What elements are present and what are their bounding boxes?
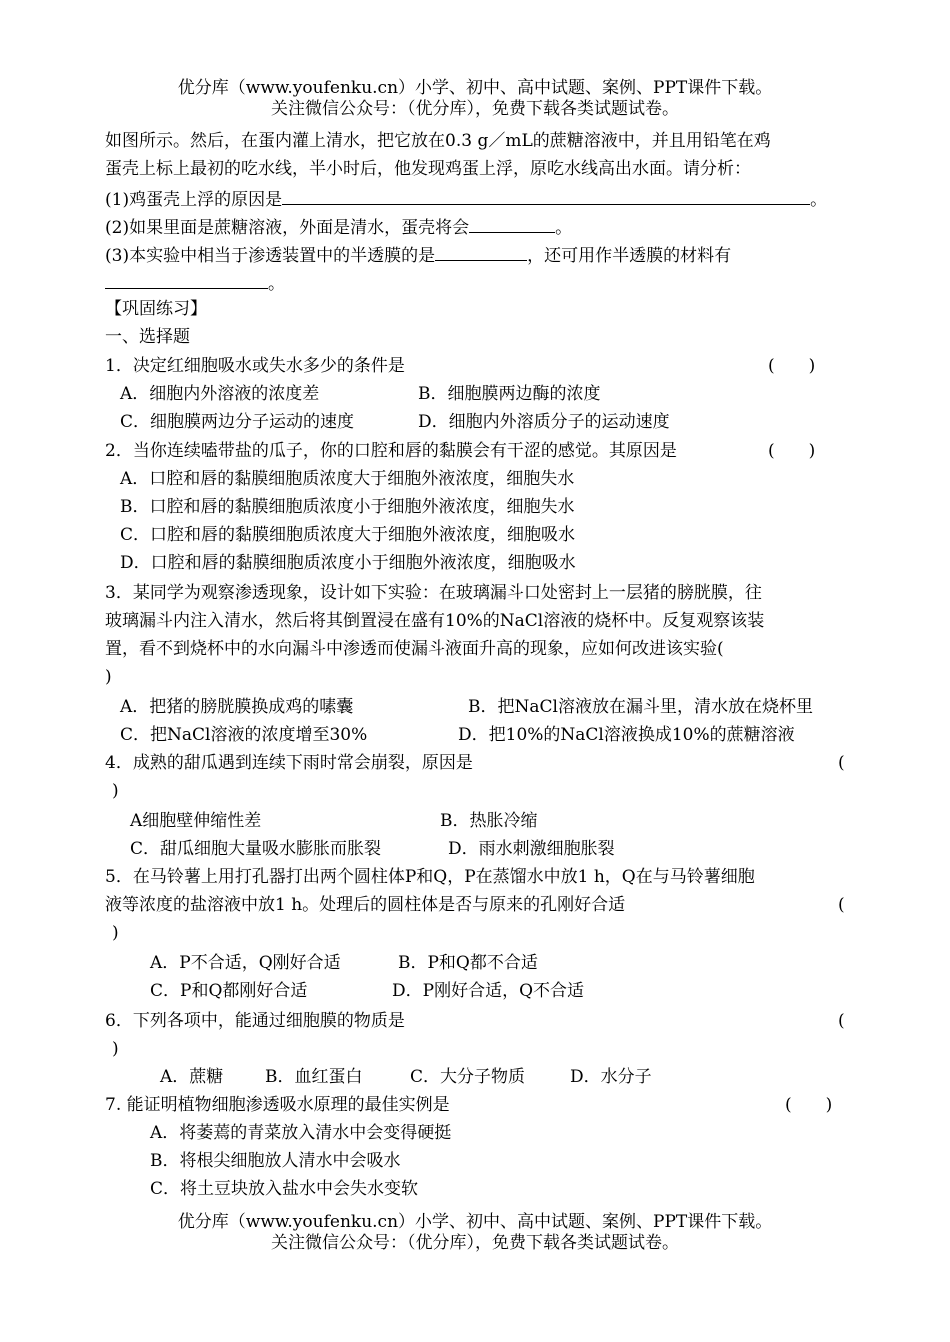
q2-option-d[interactable]: D．口腔和唇的黏膜细胞质浓度小于细胞外液浓度，细胞吸水 — [120, 553, 576, 573]
answer-blank-1[interactable] — [282, 186, 810, 205]
q7-option-a[interactable]: A．将萎蔫的青菜放入清水中会变得硬挺 — [150, 1123, 452, 1143]
q7-bracket: ( ) — [785, 1095, 833, 1115]
question-1-text: (1)鸡蛋壳上浮的原因是 — [105, 190, 283, 210]
q2-option-b[interactable]: B．口腔和唇的黏膜细胞质浓度小于细胞外液浓度，细胞失水 — [120, 497, 575, 517]
q4-option-a[interactable]: A细胞壁伸缩性差 — [130, 811, 262, 831]
q6-option-b[interactable]: B．血红蛋白 — [265, 1067, 363, 1087]
q2-option-c[interactable]: C．口腔和唇的黏膜细胞质浓度大于细胞外液浓度，细胞吸水 — [120, 525, 576, 545]
q3-line-2: 玻璃漏斗内注入清水，然后将其倒置浸在盛有10%的NaCl溶液的烧杯中。反复观察该装 — [105, 611, 765, 631]
header-line-2: 关注微信公众号：（优分库），免费下载各类试题试卷。 — [271, 99, 679, 119]
q5-line-2: 液等浓度的盐溶液中放1 h。处理后的圆柱体是否与原来的孔刚好合适 — [105, 895, 626, 915]
answer-blank-4[interactable] — [105, 270, 268, 289]
q4-option-b[interactable]: B．热胀冷缩 — [440, 811, 538, 831]
q4-option-d[interactable]: D．雨水刺激细胞胀裂 — [448, 839, 615, 859]
q4-bracket-close: ) — [112, 781, 119, 801]
q3-option-d[interactable]: D．把10%的NaCl溶液换成10%的蔗糖溶液 — [458, 725, 795, 745]
question-2-line — [105, 214, 572, 239]
q5-option-c[interactable]: C．P和Q都刚好合适 — [150, 981, 308, 1001]
q6-option-d[interactable]: D．水分子 — [570, 1067, 652, 1087]
answer-blank-3[interactable] — [435, 242, 527, 261]
q5-bracket-open: ( — [838, 895, 845, 915]
q1-option-a[interactable]: A．细胞内外溶液的浓度差 — [120, 384, 320, 404]
q5-option-d[interactable]: D．P刚好合适，Q不合适 — [392, 981, 585, 1001]
q1-bracket: ( ) — [768, 356, 816, 376]
question-1-end: 。 — [810, 190, 828, 210]
q4-option-c[interactable]: C．甜瓜细胞大量吸水膨胀而胀裂 — [130, 839, 382, 859]
q3-line-1: 3．某同学为观察渗透现象，设计如下实验：在玻璃漏斗口处密封上一层猪的膀胱膜，往 — [105, 583, 762, 603]
q5-option-a[interactable]: A．P不合适，Q刚好合适 — [150, 953, 341, 973]
footer-line-2: 关注微信公众号：（优分库），免费下载各类试题试卷。 — [271, 1233, 679, 1253]
question-2-text: (2)如果里面是蔗糖溶液，外面是清水，蛋壳将会 — [105, 218, 470, 238]
answer-blank-2[interactable] — [469, 214, 555, 233]
q5-bracket-close: ) — [112, 923, 119, 943]
q3-option-b[interactable]: B．把NaCl溶液放在漏斗里，清水放在烧杯里 — [468, 697, 813, 717]
q6-bracket-close: ) — [112, 1039, 119, 1059]
question-3-line — [105, 242, 731, 267]
q1-option-d[interactable]: D．细胞内外溶质分子的运动速度 — [418, 412, 670, 432]
question-3-text: (3)本实验中相当于渗透装置中的半透膜的是 — [105, 246, 436, 266]
q5-line-1: 5．在马铃薯上用打孔器打出两个圆柱体P和Q，P在蒸馏水中放1 h，Q在与马铃薯细胞 — [105, 867, 755, 887]
section-title: 一、选择题 — [105, 327, 190, 347]
intro-line-2: 蛋壳上标上最初的吃水线，半小时后，他发现鸡蛋上浮，原吃水线高出水面。请分析： — [105, 159, 751, 179]
q7-stem: 7. 能证明植物细胞渗透吸水原理的最佳实例是 — [105, 1095, 450, 1115]
question-2-end: 。 — [555, 218, 573, 238]
q4-bracket-open: ( — [838, 753, 845, 773]
q1-option-c[interactable]: C．细胞膜两边分子运动的速度 — [120, 412, 355, 432]
question-3-mid: ，还可用作半透膜的材料有 — [527, 246, 732, 266]
q2-bracket: ( ) — [768, 441, 816, 461]
q7-option-b[interactable]: B．将根尖细胞放人清水中会吸水 — [150, 1151, 401, 1171]
q6-option-c[interactable]: C．大分子物质 — [410, 1067, 526, 1087]
question-1-line — [105, 186, 827, 211]
header-line-1: 优分库（www.youfenku.cn）小学、初中、高中试题、案例、PPT课件下载。 — [177, 78, 773, 98]
q1-stem: 1．决定红细胞吸水或失水多少的条件是 — [105, 356, 405, 376]
intro-line-1: 如图所示。然后，在蛋内灌上清水，把它放在0.3 g／mL的蔗糖溶液中，并且用铅笔在鸡 — [105, 131, 771, 151]
question-3-line-2 — [105, 270, 285, 295]
q2-option-a[interactable]: A．口腔和唇的黏膜细胞质浓度大于细胞外液浓度，细胞失水 — [120, 469, 575, 489]
q3-option-a[interactable]: A．把猪的膀胱膜换成鸡的嗉囊 — [120, 697, 354, 717]
footer-line-1: 优分库（www.youfenku.cn）小学、初中、高中试题、案例、PPT课件下载。 — [177, 1212, 773, 1232]
practice-title: 【巩固练习】 — [105, 299, 207, 319]
q6-stem: 6．下列各项中，能通过细胞膜的物质是 — [105, 1011, 405, 1031]
q5-option-b[interactable]: B．P和Q都不合适 — [398, 953, 538, 973]
q7-option-c[interactable]: C．将土豆块放入盐水中会失水变软 — [150, 1179, 419, 1199]
q3-line-3: 置，看不到烧杯中的水向漏斗中渗透而使漏斗液面升高的现象，应如何改进该实验( — [105, 639, 724, 659]
q3-line-4: ) — [105, 667, 112, 687]
q6-option-a[interactable]: A．蔗糖 — [160, 1067, 224, 1087]
question-3-end: 。 — [268, 274, 285, 294]
q6-bracket-open: ( — [838, 1011, 845, 1031]
q4-stem: 4．成熟的甜瓜遇到连续下雨时常会崩裂，原因是 — [105, 753, 473, 773]
q3-option-c[interactable]: C．把NaCl溶液的浓度增至30% — [120, 725, 368, 745]
q2-stem: 2．当你连续嗑带盐的瓜子，你的口腔和唇的黏膜会有干涩的感觉。其原因是 — [105, 441, 677, 461]
q1-option-b[interactable]: B．细胞膜两边酶的浓度 — [418, 384, 601, 404]
